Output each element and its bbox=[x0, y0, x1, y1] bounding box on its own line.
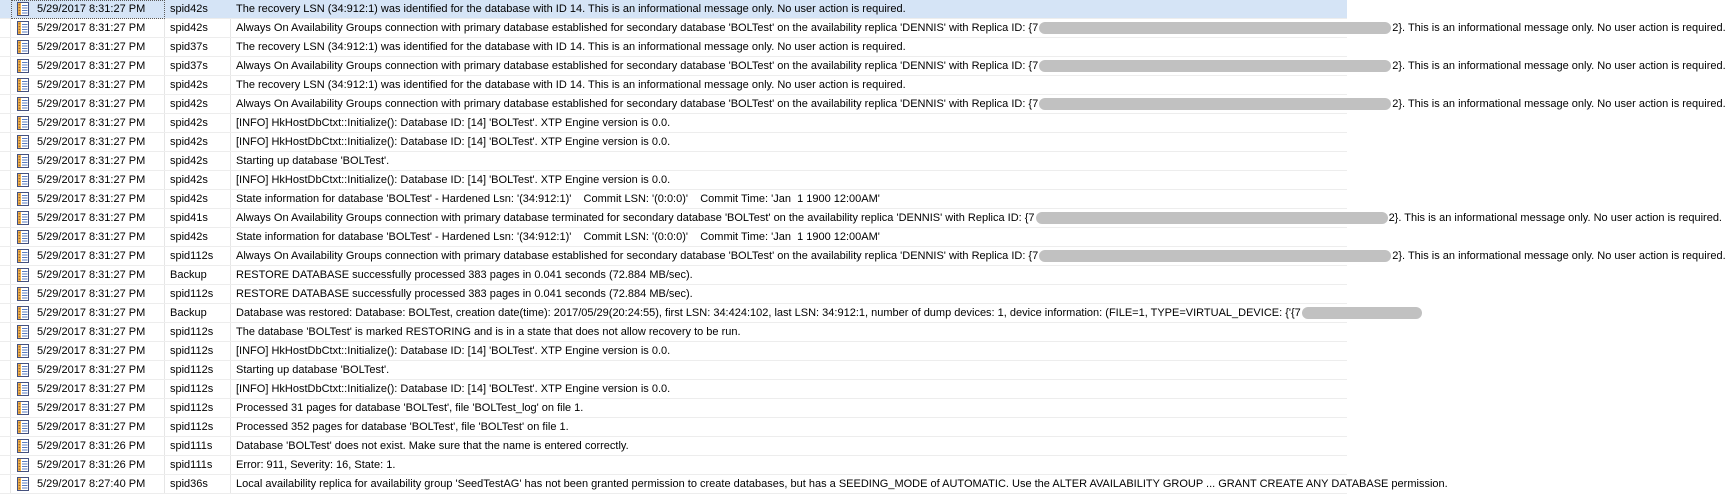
row-gutter bbox=[0, 190, 11, 208]
log-row[interactable] bbox=[0, 456, 1347, 475]
log-entry-notebook-icon bbox=[11, 342, 34, 360]
log-message-text: RESTORE DATABASE successfully processed 383 pages in 0.041 seconds (72.884 MB/sec). bbox=[236, 288, 693, 300]
row-gutter bbox=[0, 114, 11, 132]
log-entry-notebook-icon bbox=[11, 304, 34, 322]
row-gutter bbox=[0, 380, 11, 398]
log-source: spid42s bbox=[170, 136, 208, 148]
log-message-text: Starting up database 'BOLTest'. bbox=[236, 364, 390, 376]
log-date: 5/29/2017 8:31:26 PM bbox=[37, 440, 146, 452]
log-date: 5/29/2017 8:31:27 PM bbox=[37, 155, 146, 167]
log-message bbox=[231, 418, 1347, 436]
log-message bbox=[231, 304, 1423, 322]
log-message bbox=[231, 361, 1347, 379]
log-source: spid112s bbox=[170, 421, 214, 433]
log-row[interactable] bbox=[0, 323, 1347, 342]
redacted-guid bbox=[1039, 22, 1391, 34]
log-row[interactable] bbox=[0, 76, 1347, 95]
log-message-text: Always On Availability Groups connection with primary database established for secondary database 'BOLTest' on the availability replica 'DENNIS' with Replica ID: {7 bbox=[236, 22, 1039, 34]
row-gutter bbox=[0, 266, 11, 284]
log-message-text: [INFO] HkHostDbCtxt::Initialize(): Database ID: [14] 'BOLTest'. XTP Engine version is 0.0. bbox=[236, 383, 671, 395]
log-entry-notebook-icon bbox=[11, 361, 34, 379]
log-message bbox=[231, 456, 1347, 474]
log-message bbox=[231, 76, 1347, 94]
log-entry-notebook-icon bbox=[11, 437, 34, 455]
log-message bbox=[231, 171, 1347, 189]
log-message-text: Always On Availability Groups connection with primary database established for secondary database 'BOLTest' on the availability replica 'DENNIS' with Replica ID: {7 bbox=[236, 60, 1039, 72]
log-row[interactable] bbox=[0, 304, 1347, 323]
log-message-text: The recovery LSN (34:912:1) was identified for the database with ID 14. This is an informational message only. No user action is required. bbox=[236, 3, 906, 15]
row-gutter bbox=[0, 456, 11, 474]
log-source: spid42s bbox=[170, 193, 208, 205]
log-entry-notebook-icon bbox=[11, 133, 34, 151]
row-gutter bbox=[0, 304, 11, 322]
log-row[interactable] bbox=[0, 95, 1726, 114]
row-gutter bbox=[0, 342, 11, 360]
log-message bbox=[231, 399, 1347, 417]
log-row[interactable] bbox=[0, 209, 1722, 228]
log-row[interactable] bbox=[0, 361, 1347, 380]
log-source: spid112s bbox=[170, 364, 214, 376]
log-entry-notebook-icon bbox=[11, 323, 34, 341]
log-message-text: Local availability replica for availability group 'SeedTestAG' has not been granted permission to create databases, but has a SEEDING_MODE of AUTOMATIC. Use the ALTER AVAILABILITY GROUP ... GRANT CREATE ANY DATABASE permission. bbox=[236, 478, 1448, 490]
redacted-guid bbox=[1039, 250, 1391, 262]
log-row[interactable] bbox=[0, 57, 1726, 76]
row-gutter bbox=[0, 323, 11, 341]
log-date: 5/29/2017 8:31:27 PM bbox=[37, 98, 146, 110]
log-message bbox=[231, 152, 1347, 170]
log-date: 5/29/2017 8:31:27 PM bbox=[37, 250, 146, 262]
log-date: 5/29/2017 8:31:27 PM bbox=[37, 136, 146, 148]
log-source: spid111s bbox=[170, 440, 213, 452]
log-row[interactable] bbox=[0, 190, 1347, 209]
log-entry-notebook-icon bbox=[11, 114, 34, 132]
log-date: 5/29/2017 8:31:27 PM bbox=[37, 212, 146, 224]
row-gutter bbox=[0, 418, 11, 436]
row-gutter bbox=[0, 76, 11, 94]
log-date: 5/29/2017 8:31:27 PM bbox=[37, 117, 146, 129]
redacted-guid bbox=[1036, 212, 1388, 224]
log-message bbox=[231, 114, 1347, 132]
log-message bbox=[231, 247, 1726, 265]
log-entry-notebook-icon bbox=[11, 266, 34, 284]
log-row[interactable] bbox=[0, 399, 1347, 418]
log-message-text: The recovery LSN (34:912:1) was identified for the database with ID 14. This is an informational message only. No user action is required. bbox=[236, 41, 906, 53]
log-entry-notebook-icon bbox=[11, 247, 34, 265]
log-row[interactable] bbox=[0, 133, 1347, 152]
log-message-text: [INFO] HkHostDbCtxt::Initialize(): Database ID: [14] 'BOLTest'. XTP Engine version is 0.0. bbox=[236, 136, 671, 148]
log-row[interactable] bbox=[0, 418, 1347, 437]
log-entry-notebook-icon bbox=[11, 38, 34, 56]
log-date: 5/29/2017 8:31:27 PM bbox=[37, 345, 146, 357]
log-source: spid36s bbox=[170, 478, 208, 490]
log-date: 5/29/2017 8:31:27 PM bbox=[37, 326, 146, 338]
log-message bbox=[231, 266, 1347, 284]
log-date: 5/29/2017 8:31:27 PM bbox=[37, 364, 146, 376]
log-entry-notebook-icon bbox=[11, 380, 34, 398]
log-row[interactable] bbox=[0, 228, 1347, 247]
log-message bbox=[231, 209, 1722, 227]
log-entry-notebook-icon bbox=[11, 456, 34, 474]
row-gutter bbox=[0, 95, 11, 113]
log-entry-notebook-icon bbox=[11, 57, 34, 75]
row-gutter bbox=[0, 361, 11, 379]
log-message-text: The recovery LSN (34:912:1) was identified for the database with ID 14. This is an informational message only. No user action is required. bbox=[236, 79, 906, 91]
log-row[interactable] bbox=[0, 285, 1347, 304]
log-date: 5/29/2017 8:31:27 PM bbox=[37, 193, 146, 205]
log-source: spid42s bbox=[170, 155, 208, 167]
log-source: spid42s bbox=[170, 22, 208, 34]
row-gutter bbox=[0, 133, 11, 151]
log-message-text: Always On Availability Groups connection with primary database terminated for secondary database 'BOLTest' on the availability replica 'DENNIS' with Replica ID: {7 bbox=[236, 212, 1035, 224]
row-gutter bbox=[0, 152, 11, 170]
log-row[interactable] bbox=[0, 437, 1347, 456]
log-source: spid111s bbox=[170, 459, 213, 471]
log-message-text: State information for database 'BOLTest' - Hardened Lsn: '(34:912:1)' Commit LSN: '(0:0:0)' Commit Time: 'Jan 1 1900 12:00AM' bbox=[236, 193, 880, 205]
row-gutter bbox=[0, 209, 11, 227]
log-date: 5/29/2017 8:31:26 PM bbox=[37, 459, 146, 471]
redacted-guid bbox=[1302, 307, 1422, 319]
log-message-text: Database was restored: Database: BOLTest, creation date(time): 2017/05/29(20:24:55), first LSN: 34:424:102, last LSN: 34:912:1, number of dump devices: 1, device information: (FILE=1, TYPE=VIRTUAL_DEVICE: {'{7 bbox=[236, 307, 1301, 319]
log-message-text: The database 'BOLTest' is marked RESTORING and is in a state that does not allow recovery to be run. bbox=[236, 326, 741, 338]
log-entry-notebook-icon bbox=[11, 228, 34, 246]
log-date: 5/29/2017 8:31:27 PM bbox=[37, 421, 146, 433]
row-gutter bbox=[0, 247, 11, 265]
log-source: spid37s bbox=[170, 41, 208, 53]
log-message bbox=[231, 19, 1726, 37]
log-message-text: Always On Availability Groups connection with primary database established for secondary database 'BOLTest' on the availability replica 'DENNIS' with Replica ID: {7 bbox=[236, 98, 1039, 110]
log-message-text: State information for database 'BOLTest' - Hardened Lsn: '(34:912:1)' Commit LSN: '(0:0:0)' Commit Time: 'Jan 1 1900 12:00AM' bbox=[236, 231, 880, 243]
log-date: 5/29/2017 8:31:27 PM bbox=[37, 307, 146, 319]
log-message bbox=[231, 342, 1347, 360]
log-source: spid112s bbox=[170, 383, 214, 395]
log-row[interactable] bbox=[0, 38, 1347, 57]
log-message-text: [INFO] HkHostDbCtxt::Initialize(): Database ID: [14] 'BOLTest'. XTP Engine version is 0.0. bbox=[236, 117, 671, 129]
log-entry-notebook-icon bbox=[11, 76, 34, 94]
log-source: spid41s bbox=[170, 212, 208, 224]
log-source: spid112s bbox=[170, 288, 214, 300]
log-message bbox=[231, 285, 1347, 303]
log-row[interactable] bbox=[0, 114, 1347, 133]
log-message-text: 2}. This is an informational message only. No user action is required. bbox=[1392, 60, 1726, 72]
redacted-guid bbox=[1039, 98, 1391, 110]
log-source: spid112s bbox=[170, 326, 214, 338]
log-message bbox=[231, 0, 1347, 18]
log-source: spid112s bbox=[170, 402, 214, 414]
log-source: spid42s bbox=[170, 79, 208, 91]
log-message-text: Database 'BOLTest' does not exist. Make sure that the name is entered correctly. bbox=[236, 440, 629, 452]
log-message bbox=[231, 95, 1726, 113]
log-entry-notebook-icon bbox=[11, 171, 34, 189]
log-row[interactable] bbox=[0, 475, 1448, 494]
row-gutter bbox=[0, 437, 11, 455]
log-message bbox=[231, 133, 1347, 151]
log-entry-notebook-icon bbox=[11, 152, 34, 170]
log-entry-notebook-icon bbox=[11, 475, 34, 493]
log-row[interactable] bbox=[0, 0, 1347, 19]
log-entry-notebook-icon bbox=[11, 418, 34, 436]
log-message bbox=[231, 437, 1347, 455]
log-entry-notebook-icon bbox=[11, 209, 34, 227]
row-gutter bbox=[0, 19, 11, 37]
redacted-guid bbox=[1039, 60, 1391, 72]
log-entry-notebook-icon bbox=[11, 0, 34, 18]
row-gutter bbox=[0, 228, 11, 246]
log-date: 5/29/2017 8:31:27 PM bbox=[37, 3, 146, 15]
log-message bbox=[231, 190, 1347, 208]
log-message-text: Starting up database 'BOLTest'. bbox=[236, 155, 390, 167]
log-date: 5/29/2017 8:31:27 PM bbox=[37, 402, 146, 414]
log-date: 5/29/2017 8:31:27 PM bbox=[37, 269, 146, 281]
row-gutter bbox=[0, 38, 11, 56]
log-date: 5/29/2017 8:31:27 PM bbox=[37, 41, 146, 53]
log-message bbox=[231, 228, 1347, 246]
log-date: 5/29/2017 8:31:27 PM bbox=[37, 60, 146, 72]
log-date: 5/29/2017 8:31:27 PM bbox=[37, 383, 146, 395]
log-message-text: [INFO] HkHostDbCtxt::Initialize(): Database ID: [14] 'BOLTest'. XTP Engine version is 0.0. bbox=[236, 345, 671, 357]
log-message-text: Error: 911, Severity: 16, State: 1. bbox=[236, 459, 396, 471]
log-source: spid112s bbox=[170, 345, 214, 357]
log-row[interactable] bbox=[0, 171, 1347, 190]
log-row[interactable] bbox=[0, 380, 1347, 399]
log-entry-notebook-icon bbox=[11, 95, 34, 113]
log-date: 5/29/2017 8:31:27 PM bbox=[37, 174, 146, 186]
log-source: spid42s bbox=[170, 174, 208, 186]
log-entry-notebook-icon bbox=[11, 190, 34, 208]
log-row[interactable] bbox=[0, 152, 1347, 171]
log-message-text: 2}. This is an informational message only. No user action is required. bbox=[1392, 22, 1726, 34]
log-message-text: Always On Availability Groups connection with primary database established for secondary database 'BOLTest' on the availability replica 'DENNIS' with Replica ID: {7 bbox=[236, 250, 1039, 262]
row-gutter bbox=[0, 285, 11, 303]
log-message-text: 2}. This is an informational message only. No user action is required. bbox=[1392, 98, 1726, 110]
log-source: spid37s bbox=[170, 60, 208, 72]
log-row[interactable] bbox=[0, 266, 1347, 285]
row-gutter bbox=[0, 0, 11, 18]
log-message-text: Processed 31 pages for database 'BOLTest', file 'BOLTest_log' on file 1. bbox=[236, 402, 584, 414]
log-message bbox=[231, 38, 1347, 56]
log-row[interactable] bbox=[0, 342, 1347, 361]
log-source: spid42s bbox=[170, 3, 208, 15]
log-entry-notebook-icon bbox=[11, 285, 34, 303]
log-source: Backup bbox=[170, 269, 207, 281]
log-message-text: RESTORE DATABASE successfully processed 383 pages in 0.041 seconds (72.884 MB/sec). bbox=[236, 269, 693, 281]
log-entry-notebook-icon bbox=[11, 399, 34, 417]
log-message bbox=[231, 380, 1347, 398]
log-source: spid42s bbox=[170, 231, 208, 243]
log-source: spid42s bbox=[170, 98, 208, 110]
log-date: 5/29/2017 8:31:27 PM bbox=[37, 79, 146, 91]
log-message-text: [INFO] HkHostDbCtxt::Initialize(): Database ID: [14] 'BOLTest'. XTP Engine version is 0.0. bbox=[236, 174, 671, 186]
log-source: Backup bbox=[170, 307, 207, 319]
log-message bbox=[231, 323, 1347, 341]
row-gutter bbox=[0, 475, 11, 493]
row-gutter bbox=[0, 57, 11, 75]
log-message-text: 2}. This is an informational message only. No user action is required. bbox=[1388, 212, 1722, 224]
log-row[interactable] bbox=[0, 19, 1726, 38]
log-message-text: 2}. This is an informational message only. No user action is required. bbox=[1392, 250, 1726, 262]
log-source: spid42s bbox=[170, 117, 208, 129]
log-date: 5/29/2017 8:31:27 PM bbox=[37, 22, 146, 34]
log-message-text: Processed 352 pages for database 'BOLTest', file 'BOLTest' on file 1. bbox=[236, 421, 569, 433]
log-entry-notebook-icon bbox=[11, 19, 34, 37]
log-row[interactable] bbox=[0, 247, 1726, 266]
log-source: spid112s bbox=[170, 250, 214, 262]
log-date: 5/29/2017 8:31:27 PM bbox=[37, 288, 146, 300]
log-message bbox=[231, 475, 1448, 493]
row-gutter bbox=[0, 399, 11, 417]
row-gutter bbox=[0, 171, 11, 189]
log-message bbox=[231, 57, 1726, 75]
log-date: 5/29/2017 8:31:27 PM bbox=[37, 231, 146, 243]
log-date: 5/29/2017 8:27:40 PM bbox=[37, 478, 146, 490]
